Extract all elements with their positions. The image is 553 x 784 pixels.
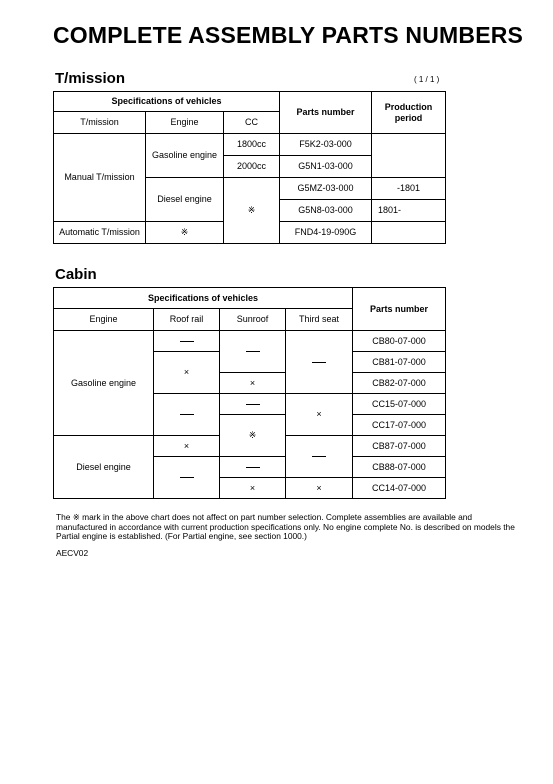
roof-rail-dash (154, 457, 220, 499)
sunroof-mark: ※ (220, 415, 286, 457)
roof-rail-header: Roof rail (154, 309, 220, 331)
sunroof-dash (220, 394, 286, 415)
mark-cell: ※ (146, 222, 224, 244)
part-number-cell: G5N8-03-000 (280, 200, 372, 222)
period-cell: -1801 (372, 178, 446, 200)
cc-2000-cell: 2000cc (224, 156, 280, 178)
page-indicator: ( 1 / 1 ) (414, 75, 440, 84)
third-seat-dash (286, 331, 353, 394)
part-number-cell: CB88-07-000 (353, 457, 446, 478)
document-code: AECV02 (56, 548, 89, 558)
part-number-cell: CC17-07-000 (353, 415, 446, 436)
part-number-cell: G5MZ-03-000 (280, 178, 372, 200)
part-number-cell: CB87-07-000 (353, 436, 446, 457)
cabin-table (53, 287, 446, 499)
cc-1800-cell: 1800cc (224, 134, 280, 156)
part-number-cell: CB82-07-000 (353, 373, 446, 394)
tmission-section-title: T/mission (55, 70, 126, 87)
third-seat-dash (286, 436, 353, 478)
engine-header: Engine (146, 112, 224, 134)
cabin-section-title: Cabin (55, 266, 97, 283)
third-seat-header: Third seat (286, 309, 353, 331)
roof-rail-dash (154, 331, 220, 352)
tmission-table (53, 91, 446, 244)
part-number-cell: CB80-07-000 (353, 331, 446, 352)
part-number-cell: CC14-07-000 (353, 478, 446, 499)
parts-number-header: Parts number (280, 92, 372, 134)
part-number-cell: F5K2-03-000 (280, 134, 372, 156)
period-cell: 1801- (372, 200, 446, 222)
part-number-cell: CB81-07-000 (353, 352, 446, 373)
roof-rail-x: × (154, 352, 220, 394)
cc-header: CC (224, 112, 280, 134)
parts-number-header: Parts number (353, 288, 446, 331)
roof-rail-dash (154, 394, 220, 436)
sunroof-dash (220, 457, 286, 478)
sunroof-header: Sunroof (220, 309, 286, 331)
roof-rail-x: × (154, 436, 220, 457)
tmission-header: T/mission (54, 112, 146, 134)
sunroof-dash (220, 331, 286, 373)
part-number-cell: G5N1-03-000 (280, 156, 372, 178)
part-number-cell: FND4-19-090G (280, 222, 372, 244)
gasoline-engine-cell: Gasoline engine (146, 134, 224, 178)
diesel-engine-cell: Diesel engine (54, 436, 154, 499)
part-number-cell: CC15-07-000 (353, 394, 446, 415)
diesel-engine-cell: Diesel engine (146, 178, 224, 222)
automatic-tmission-cell: Automatic T/mission (54, 222, 146, 244)
mark-cell: ※ (224, 178, 280, 244)
third-seat-x: × (286, 478, 353, 499)
engine-header: Engine (54, 309, 154, 331)
page-title: COMPLETE ASSEMBLY PARTS NUMBERS (53, 22, 524, 48)
spec-header: Specifications of vehicles (54, 288, 353, 309)
period-cell (372, 222, 446, 244)
footnote: The ※ mark in the above chart does not affect on part number selection. Complete assemblies are available and manufactured in accordance with current production specifications only. No engine complete No. is described on models the Partial engine is established. (For Partial engine, see section 1000.) (56, 512, 515, 542)
production-period-header: Production period (372, 92, 446, 134)
manual-tmission-cell: Manual T/mission (54, 134, 146, 222)
period-cell (372, 134, 446, 178)
spec-header: Specifications of vehicles (54, 92, 280, 112)
sunroof-x: × (220, 478, 286, 499)
third-seat-x: × (286, 394, 353, 436)
gasoline-engine-cell: Gasoline engine (54, 331, 154, 436)
sunroof-x: × (220, 373, 286, 394)
